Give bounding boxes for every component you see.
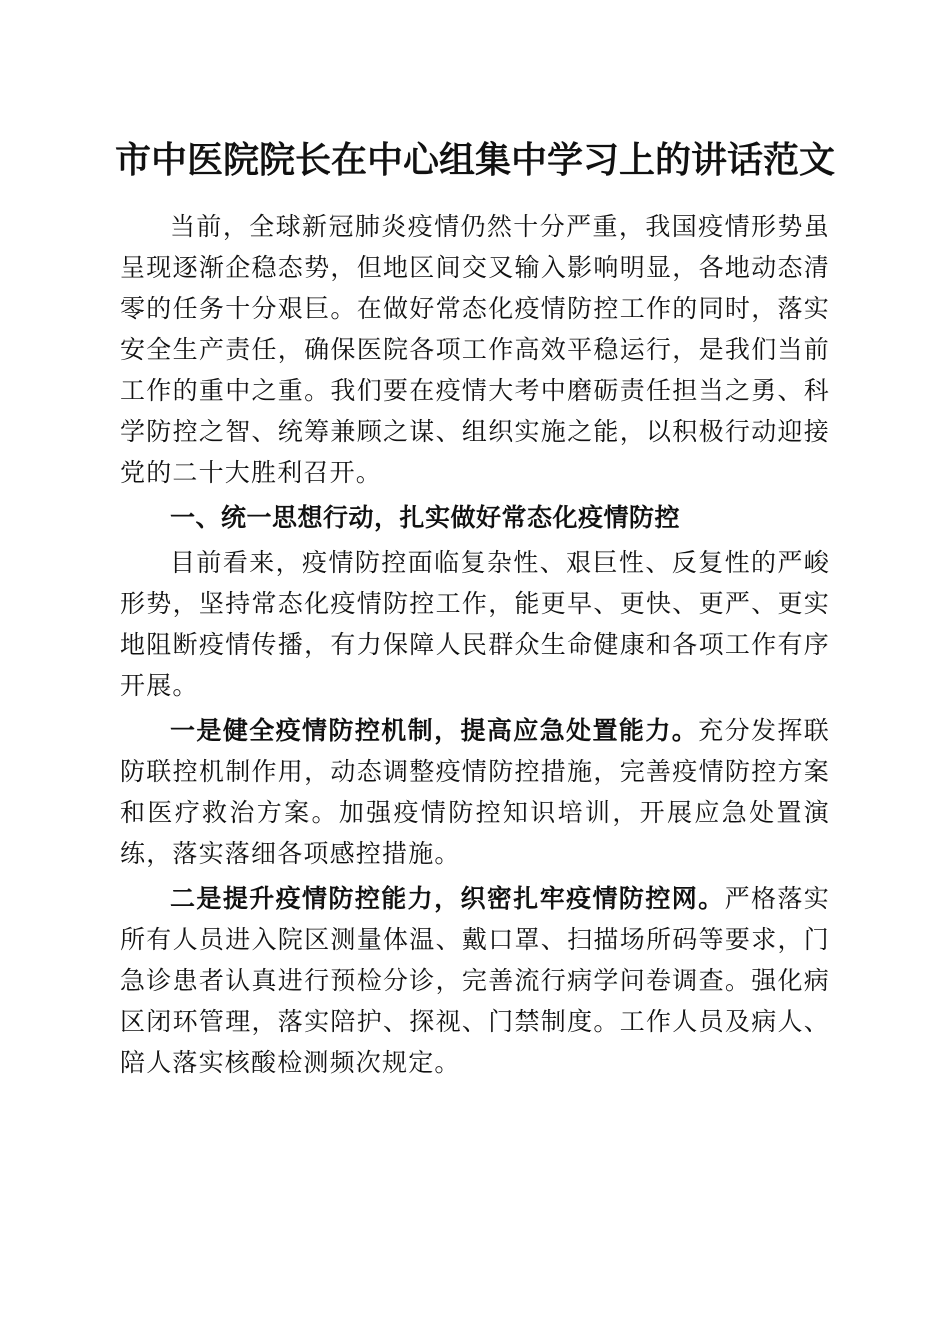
document-body bbox=[120, 206, 830, 1083]
section-1-paragraph: 目前看来，疫情防控面临复杂性、艰巨性、反复性的严峻形势，坚持常态化疫情防控工作，能更早、更快、更严、更实地阻断疫情传播，有力保障人民群众生命健康和各项工作有序开展。 bbox=[120, 548, 830, 700]
document-title: 市中医院院长在中心组集中学习上的讲话范文 bbox=[114, 139, 835, 181]
intro-paragraph: 当前，全球新冠肺炎疫情仍然十分严重，我国疫情形势虽呈现逐渐企稳态势，但地区间交叉输入影响明显，各地动态清零的任务十分艰巨。在做好常态化疫情防控工作的同时，落实安全生产责任，确保医院各项工作高效平稳运行，是我们当前工作的重中之重。我们要在疫情大考中磨砺责任担当之勇、科学防控之智、统筹兼顾之谋、组织实施之能，以积极行动迎接党的二十大胜利召开。 bbox=[120, 212, 830, 487]
point-2-paragraph bbox=[120, 878, 830, 1083]
point-1-text: 充分发挥联防联控机制作用，动态调整疫情防控措施，完善疫情防控方案和医疗救治方案。加强疫情防控知识培训，开展应急处置演练，落实落细各项感控措施。 bbox=[120, 716, 830, 868]
section-heading-1: 一、统一思想行动，扎实做好常态化疫情防控 bbox=[170, 503, 681, 532]
point-2-lead: 二是提升疫情防控能力，织密扎牢疫情防控网。 bbox=[170, 884, 725, 913]
point-2-text: 严格落实所有人员进入院区测量体温、戴口罩、扫描场所码等要求，门急诊患者认真进行预检分诊，完善流行病学问卷调查。强化病区闭环管理，落实陪护、探视、门禁制度。工作人员及病人、陪人落实核酸检测频次规定。 bbox=[120, 884, 831, 1077]
point-1-paragraph bbox=[120, 710, 830, 874]
point-1-lead: 一是健全疫情防控机制，提高应急处置能力。 bbox=[170, 716, 699, 745]
